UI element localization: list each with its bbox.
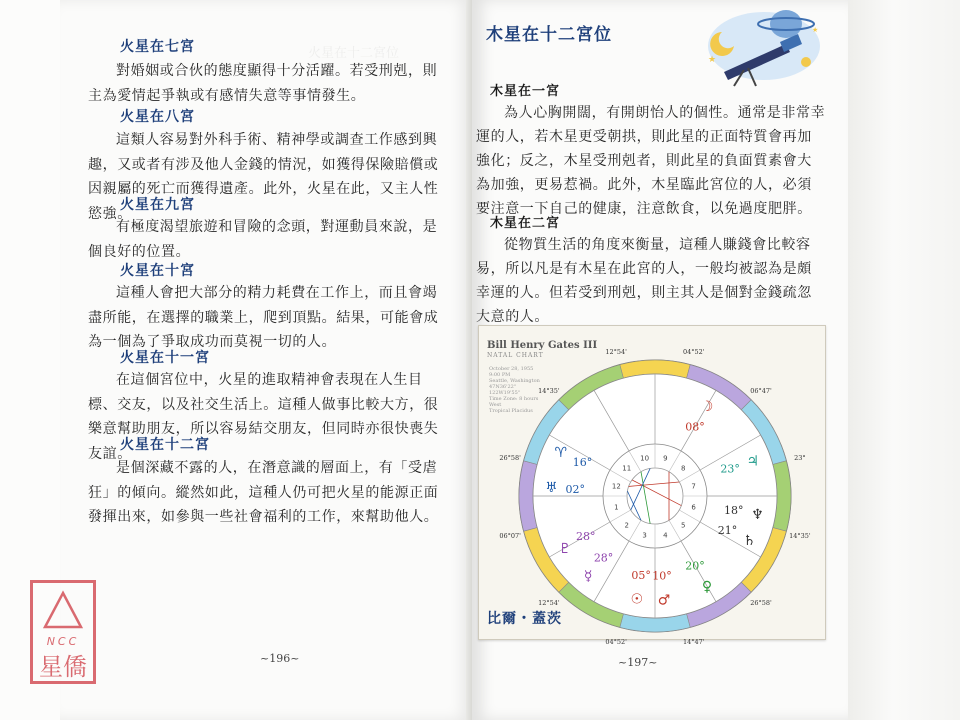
section-body: 在這個宮位中，火星的進取精神會表現在人生目標、交友，以及社交生活上。這種人做事比較大方，很樂意幫助朋友，所以容易結交朋友，但同時亦很快喪失友誼。 (88, 372, 439, 462)
cusp-label: 06°07' (499, 531, 521, 540)
section-title: 火星在七宮 (120, 39, 195, 55)
chart-subtitle: NATAL CHART (487, 352, 544, 359)
planet-glyph: ♄ (742, 532, 756, 549)
planet-glyph: ♆ (751, 507, 764, 524)
section-title: 火星在十一宮 (120, 350, 210, 366)
planet-glyph: ♈ (554, 445, 568, 462)
planet-glyph: ☽ (700, 398, 714, 415)
section-title: 木星在二宮 (490, 216, 561, 231)
section-title: 火星在八宮 (120, 109, 195, 125)
stamp-abbr: NCC (46, 635, 80, 648)
house-number: 7 (691, 482, 696, 491)
planet-glyph: ♃ (746, 453, 760, 470)
planet-glyph: ☉ (630, 591, 644, 608)
section-body: 是個深藏不露的人，在潛意識的層面上，有「受虐狂」的傾向。縱然如此，這種人仍可把火星的能源正面發揮出來，如參與一些社會福利的工作，來幫助他人。 (88, 460, 439, 525)
house-number: 6 (691, 503, 696, 512)
house-number: 2 (624, 521, 629, 530)
page-number: ~197~ (618, 656, 658, 669)
planet-degree: 18° (724, 503, 744, 517)
planet-degree: 02° (565, 483, 586, 497)
house-number: 10 (640, 454, 650, 463)
planet-degree: 16° (572, 456, 593, 470)
planet-glyph: ♂ (657, 592, 671, 609)
ncc-stamp-logo (30, 580, 96, 684)
section-title: 火星在十二宮 (120, 437, 210, 453)
section-body: 對婚姻或合伙的態度顯得十分活躍。若受刑剋，則主為愛情起爭執或有感情失意等事情發生。 (88, 63, 438, 104)
section-body: 這種人會把大部分的精力耗費在工作上，而且會竭盡所能，在選擇的職業上，爬到頂點。結果，可能會成為一個為了爭取成功而莫視一切的人。 (88, 285, 439, 350)
planet-degree: 21° (717, 523, 738, 537)
cusp-label: 26°58' (499, 454, 521, 463)
chart-name: Bill Henry Gates III (487, 340, 598, 351)
planet-degree: 28° (575, 530, 596, 543)
planet-degree: 08° (685, 420, 705, 434)
stamp-name: 星僑 (39, 653, 87, 681)
house-number: 1 (614, 503, 619, 512)
house-number: 8 (681, 464, 686, 473)
planet-degree: 28° (593, 551, 614, 565)
planet-degree: 23° (720, 462, 740, 476)
planet-glyph: ♇ (558, 541, 572, 557)
section-body: 從物質生活的角度來衡量，這種人賺錢會比較容易，所以凡是有木星在此宮的人，一般均被認為是頗幸運的人。但若受到刑剋，則主其人是個對金錢疏忽大意的人。 (476, 237, 812, 325)
cusp-label: 14°35' (789, 531, 811, 540)
section-title: 火星在九宮 (120, 197, 195, 213)
section-body: 有極度渴望旅遊和冒險的念頭，對運動員來說，是個良好的位置。 (88, 219, 438, 260)
cusp-label: 12°54' (538, 599, 560, 608)
telescope-illustration (694, 2, 824, 88)
house-number: 4 (663, 531, 668, 540)
cusp-label: 23° (794, 454, 806, 463)
house-number: 12 (611, 482, 621, 491)
section-body: 為人心胸開闊，有開朗怡人的個性。通常是非常幸運的人，若木星更受朝拱，則此星的正面特質會再加強化；反之，木星受刑剋者，則此星的負面質素會大為加強，更易惹禍。此外，木星臨此宮位的人，必須要注意一下自己的健康，注意飲食，以免過度肥胖。 (476, 105, 826, 217)
svg-text:★: ★ (812, 26, 819, 34)
house-number: 9 (663, 454, 668, 463)
cusp-label: 14°35' (538, 386, 560, 395)
chart-meta: October 28, 1955 9:00 PM Seattle, Washington 47N36'22" 122W19'55" Time Zone: 8 hours West Tropical Placidus (489, 366, 540, 414)
planet-glyph: ☿ (583, 568, 593, 585)
planet-degree: 20° (685, 559, 705, 573)
page-edge (848, 0, 960, 720)
cusp-label: 12°54' (605, 348, 627, 357)
natal-chart-figure (478, 325, 826, 646)
section-body: 這類人容易對外科手術、精神學或調查工作感到興趣，又或者有涉及他人金錢的情況，如獲得保險賠償或因親屬的死亡而獲得遺產。此外，火星在此，又主人性慾強。 (88, 132, 439, 222)
svg-text:★: ★ (708, 55, 717, 65)
house-number: 11 (622, 464, 632, 473)
house-number: 3 (642, 531, 647, 540)
left-page: 火星在十二宮位 火星在七宮 對婚姻或合伙的態度顯得十分活躍。若受刑剋，則主為愛情起爭執或有感情失意等事情發生。 火星在八宮 這類人容易對外科手術、精神學或調查工作感到興趣，又或者有涉及他人金錢的情況，如獲得保險賠償或因親屬的死亡而獲得遺產。此外，火星在此，又主人性慾強。 火星在九宮 有極度渴望旅遊和冒險的念頭，對運動員來說，是個良好的位置。 火星在十宮 這種人會把大部分的精力耗費在工作上，而且會竭盡所能，在選擇的職業上，爬到頂點。結果，可能會成為一個為了爭取成功而莫視一切的人。 火星在十一宮 在這個宮位中，火星的進取精神會表現在人生目標、交友，以及社交生活上。這種人做事比較大方，很樂意幫助朋友，所以容易結交朋友，但同時亦很快喪失友誼。 火星在十二宮 是個深藏不露的人，在潛意識的層面上，有「受虐狂」的傾向。縱然如此，這種人仍可把火星的能源正面發揮出來，如參與一些社會福利的工作，來幫助他人。 ~196~ (60, 0, 472, 720)
cusp-label: 04°52' (683, 348, 705, 357)
wheel-center (627, 468, 683, 524)
planet-glyph: ♅ (545, 479, 558, 496)
cusp-label: 04°52' (605, 637, 627, 646)
cusp-label: 14°47' (683, 637, 705, 646)
chart-caption: 比爾・蓋茨 (487, 611, 562, 627)
astrology-wheel (479, 326, 825, 646)
planet-glyph: ♀ (701, 579, 713, 596)
triangle-icon (41, 589, 85, 633)
section-title: 木星在一宮 (490, 84, 561, 99)
cusp-label: 06°47' (750, 386, 772, 395)
planet-degree: 05° (631, 568, 651, 582)
page-number: ~196~ (260, 652, 300, 665)
section-title: 火星在十宮 (120, 263, 195, 279)
cusp-label: 26°58' (750, 599, 772, 608)
planet-degree: 10° (652, 569, 672, 583)
house-number: 5 (681, 521, 686, 530)
chapter-heading: 木星在十二宮位 (486, 25, 612, 45)
